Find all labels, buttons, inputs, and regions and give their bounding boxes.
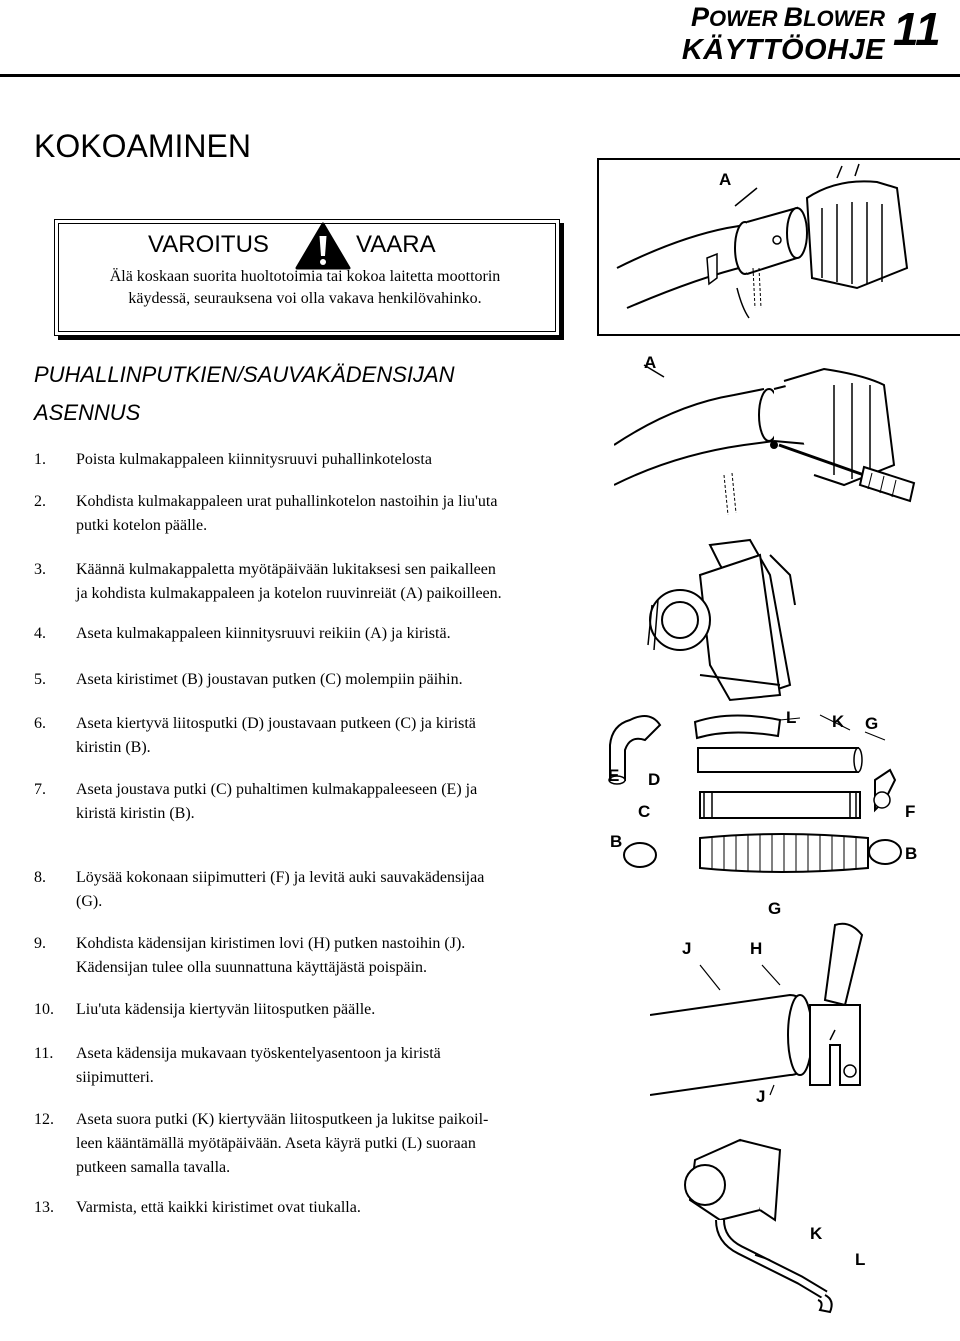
- handle-illustration: [650, 895, 900, 1110]
- step-text: Käännä kulmakappaletta myötäpäivään lukitaksesi sen paikalleen: [76, 561, 496, 578]
- step-number: 13.: [34, 1199, 54, 1216]
- step-number: 6.: [34, 715, 46, 732]
- header-title: [640, 2, 885, 33]
- step-text: Kohdista kädensijan kiristimen lovi (H) putken nastoihin (J).: [76, 935, 466, 952]
- parts-illustration: [600, 700, 930, 880]
- figure-backpack-blower: [640, 535, 810, 705]
- step-number: 10.: [34, 1001, 54, 1018]
- step-text: Liu'uta kädensija kiertyvän liitosputken päälle.: [76, 1001, 376, 1018]
- title-initial-b: B: [783, 2, 804, 32]
- step-number: 8.: [34, 869, 46, 886]
- figure-elbow-housing: [597, 158, 960, 336]
- step-text: Aseta kulmakappaleen kiinnitysruuvi reikiin (A) ja kiristä.: [76, 625, 451, 642]
- figure-parts: [600, 700, 930, 880]
- figure-complete-assembly: [660, 1120, 900, 1330]
- title-initial-p: P: [691, 2, 710, 32]
- label-g-parts: G: [865, 714, 879, 733]
- label-f-parts: F: [905, 802, 916, 821]
- label-g-handle: G: [768, 899, 782, 918]
- step-number: 5.: [34, 671, 46, 688]
- step-text: Aseta joustava putki (C) puhaltimen kulmakappaleeseen (E) ja: [76, 781, 478, 798]
- step-text: Kohdista kulmakappaleen urat puhallinkotelon nastoihin ja liu'uta: [76, 493, 498, 510]
- figure-handle: [650, 895, 900, 1110]
- step-text: Aseta kiristimet (B) joustavan putken (C) molempiin päihin.: [76, 671, 463, 688]
- step-number: 9.: [34, 935, 46, 952]
- warning-right-word: VAARA: [356, 231, 436, 258]
- step-text: Poista kulmakappaleen kiinnitysruuvi puhallinkotelosta: [76, 451, 432, 468]
- label-j1-handle: J: [682, 939, 692, 958]
- step-text: putki kotelon päälle.: [76, 517, 208, 534]
- step-text: Aseta suora putki (K) kiertyvään liitosputkeen ja lukitse paikoil-: [76, 1111, 489, 1128]
- page-title: KOKOAMINEN: [34, 128, 251, 164]
- step-number: 3.: [34, 561, 46, 578]
- header-subtitle: KÄYTTÖOHJE: [681, 34, 885, 66]
- label-e-parts: E: [608, 766, 620, 785]
- section-title: [34, 356, 455, 432]
- step-text: kiristin (B).: [76, 739, 151, 756]
- warning-text-line2: käydessä, seurauksena voi olla vakava henkilövahinko.: [128, 290, 482, 307]
- step-number: 2.: [34, 493, 46, 510]
- label-k-final: K: [810, 1224, 823, 1243]
- step-text: kiristä kiristin (B).: [76, 805, 195, 822]
- label-d-parts: D: [648, 770, 661, 789]
- step-number: 12.: [34, 1111, 54, 1128]
- step-text: (G).: [76, 893, 103, 910]
- step-text: Varmista, että kaikki kiristimet ovat tiukalla.: [76, 1199, 361, 1216]
- screw-install-illustration: [614, 345, 960, 530]
- step-text: putkeen samalla tavalla.: [76, 1159, 231, 1176]
- step-number: 7.: [34, 781, 46, 798]
- step-number: 11.: [34, 1045, 54, 1062]
- warning-text-line1: Älä koskaan suorita huoltotoimia tai kokoa laitetta moottorin: [109, 268, 501, 285]
- label-b1-parts: B: [610, 832, 623, 851]
- page-number: 11: [893, 3, 941, 55]
- figure-screw-install: [614, 345, 960, 530]
- warning-left-word: VAROITUS: [148, 231, 269, 258]
- backpack-blower-illustration: [640, 535, 810, 705]
- label-a-fig1: A: [719, 170, 732, 189]
- label-a-fig2: A: [644, 353, 657, 372]
- label-l-parts: L: [786, 708, 797, 727]
- complete-assembly-illustration: [660, 1120, 900, 1330]
- step-text: Löysää kokonaan siipimutteri (F) ja levitä auki sauvakädensijaa: [76, 869, 485, 886]
- step-text: Aseta kädensija mukavaan työskentelyasentoon ja kiristä: [76, 1045, 441, 1062]
- step-text: Kädensijan tulee olla suunnattuna käyttäjästä poispäin.: [76, 959, 428, 976]
- label-k-parts: K: [832, 712, 845, 731]
- warning-box: [54, 219, 560, 336]
- warning-text: [63, 266, 547, 310]
- label-j2-handle: J: [756, 1087, 766, 1106]
- elbow-housing-illustration: [597, 158, 960, 336]
- step-number: 1.: [34, 451, 46, 468]
- label-h-handle: H: [750, 939, 763, 958]
- step-text: ja kohdista kulmakappaleen ja kotelon ruuvinreiät (A) paikoilleen.: [76, 585, 502, 602]
- header-rule: [0, 74, 960, 77]
- step-text: siipimutteri.: [76, 1069, 154, 1086]
- section-title-line1: PUHALLINPUTKIEN/SAUVAKÄDENSIJAN: [34, 362, 455, 387]
- label-c-parts: C: [638, 802, 651, 821]
- step-text: leen kääntämällä myötäpäivään. Aseta käyrä putki (L) suoraan: [76, 1135, 476, 1152]
- step-text: Aseta kiertyvä liitosputki (D) joustavaan putkeen (C) ja kiristä: [76, 715, 476, 732]
- title-rest-ower: OWER: [709, 6, 778, 31]
- label-l-final: L: [855, 1250, 866, 1269]
- title-rest-lower: LOWER: [803, 6, 885, 31]
- label-b2-parts: B: [905, 844, 918, 863]
- step-number: 4.: [34, 625, 46, 642]
- section-title-line2: ASENNUS: [34, 400, 141, 425]
